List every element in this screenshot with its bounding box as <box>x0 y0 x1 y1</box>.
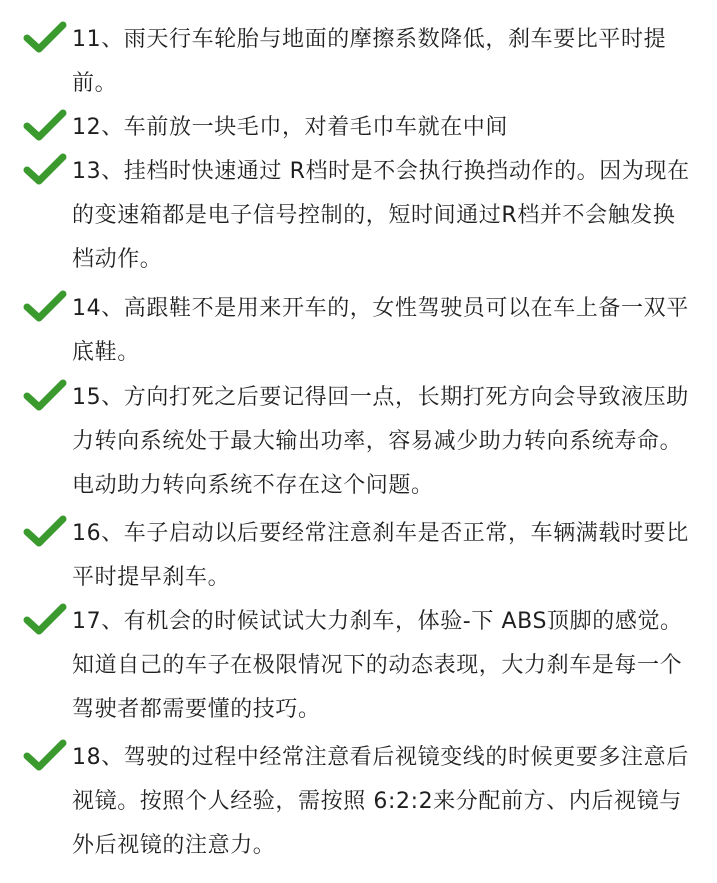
check-icon <box>23 602 67 636</box>
tip-text: 15、方向打死之后要记得回一点，长期打死方向会导致液压助力转向系统处于最大输出功率，容易减少助力转向系统寿命。电动助力转向系统不存在这个问题。 <box>72 385 689 498</box>
tip-text: 16、车子启动以后要经常注意刹车是否正常，车辆满载时要比平时提早刹车。 <box>72 521 689 590</box>
tip-text: 14、高跟鞋不是用来开车的，女性驾驶员可以在车上备一双平底鞋。 <box>72 296 689 365</box>
check-icon <box>23 289 67 323</box>
tip-text: 18、驾驶的过程中经常注意看后视镜变线的时候更要多注意后视镜。按照个人经验，需按照 6:2:2来分配前方、内后视镜与外后视镜的注意力。 <box>72 745 689 858</box>
check-icon <box>23 108 67 142</box>
check-icon <box>23 20 67 54</box>
tip-text: 11、雨天行车轮胎与地面的摩擦系数降低，刹车要比平时提前。 <box>72 27 667 96</box>
check-icon <box>23 378 67 412</box>
tip-text: 12、车前放一块毛巾，对着毛巾车就在中间 <box>72 115 508 140</box>
check-icon <box>23 514 67 548</box>
check-icon <box>23 152 67 186</box>
tip-text: 17、有机会的时候试试大力刹车，体验-下 ABS顶脚的感觉。知道自己的车子在极限情况下的动态表现，大力刹车是每一个驾驶者都需要懂的技巧。 <box>72 609 683 722</box>
tip-text: 13、挂档时快速通过 R档时是不会执行换挡动作的。因为现在的变速箱都是电子信号控制的，短时间通过R档并不会触发换档动作。 <box>72 159 690 272</box>
check-icon <box>23 738 67 772</box>
